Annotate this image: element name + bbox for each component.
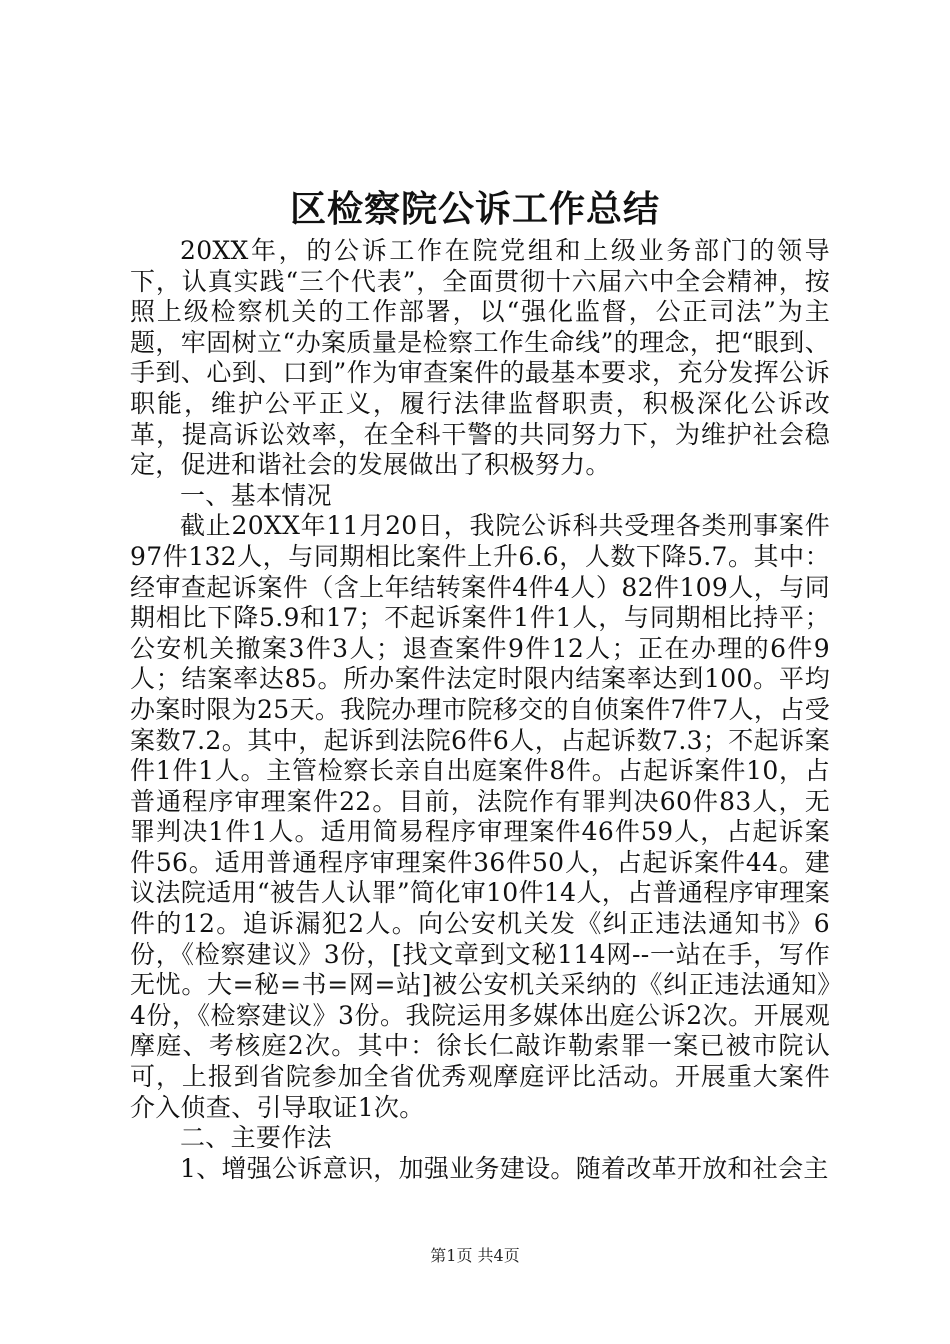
page-footer: 第1页 共4页 bbox=[430, 1246, 520, 1265]
main-practices-paragraph: 1、增强公诉意识，加强业务建设。随着改革开放和社会主 bbox=[180, 1153, 829, 1183]
basic-situation-paragraph: 截止20XX年11月20日，我院公诉科共受理各类刑事案件97件132人，与同期相比案件上升6.6，人数下降5.7。其中：经审查起诉案件（含上年结转案件4件4人）82件109人，与同期相比下降5.9和17；不起诉案件1件1人，与同期相比持平；公安机关撤案3件3人；退查案件9件12人；正在办理的6件9人；结案率达85。所办案件法定时限内结案率达到100。平均办案时限为25天。我院办理市院移交的自侦案件7件7人，占受案数7.2。其中，起诉到法院6件6人，占起诉数7.3；不起诉案件1件1人。主管检察长亲自出庭案件8件。占起诉案件10，占普通程序审理案件22。目前，法院作有罪判决60件83人，无罪判决1件1人。适用简易程序审理案件46件59人，占起诉案件56。适用普通程序审理案件36件50人，占起诉案件44。建议法院适用“被告人认罪”简化审10件14人，占普通程序审理案件的12。追诉漏犯2人。向公安机关发《纠正违法通知书》6份，《检察建议》3份，[找文章到文秘114网--一站在手，写作无忧。大=秘=书=网=站]被公安机关采纳的《纠正违法通知》4份，《检察建议》3份。我院运用多媒体出庭公诉2次。开展观摩庭、考核庭2次。其中：徐长仁敲诈勒索罪一案已被市院认可，上报到省院参加全省优秀观摩庭评比活动。开展重大案件介入侦查、引导取证1次。 bbox=[130, 511, 830, 1122]
section-heading-basic-situation: 一、基本情况 bbox=[180, 480, 332, 510]
section-heading-main-practices: 二、主要作法 bbox=[180, 1123, 332, 1153]
document-title: 区检察院公诉工作总结 bbox=[289, 188, 660, 230]
intro-paragraph: 20XX年，的公诉工作在院党组和上级业务部门的领导下，认真实践“三个代表”，全面贯彻十六届六中全会精神，按照上级检察机关的工作部署，以“强化监督，公正司法”为主题，牢固树立“办案质量是检察工作生命线”的理念，把“眼到、手到、心到、口到”作为审查案件的最基本要求，充分发挥公诉职能，维护公平正义，履行法律监督职责，积极深化公诉改革，提高诉讼效率，在全科干警的共同努力下，为维护社会稳定，促进和谐社会的发展做出了积极努力。 bbox=[130, 236, 830, 480]
document-body bbox=[130, 236, 830, 1184]
